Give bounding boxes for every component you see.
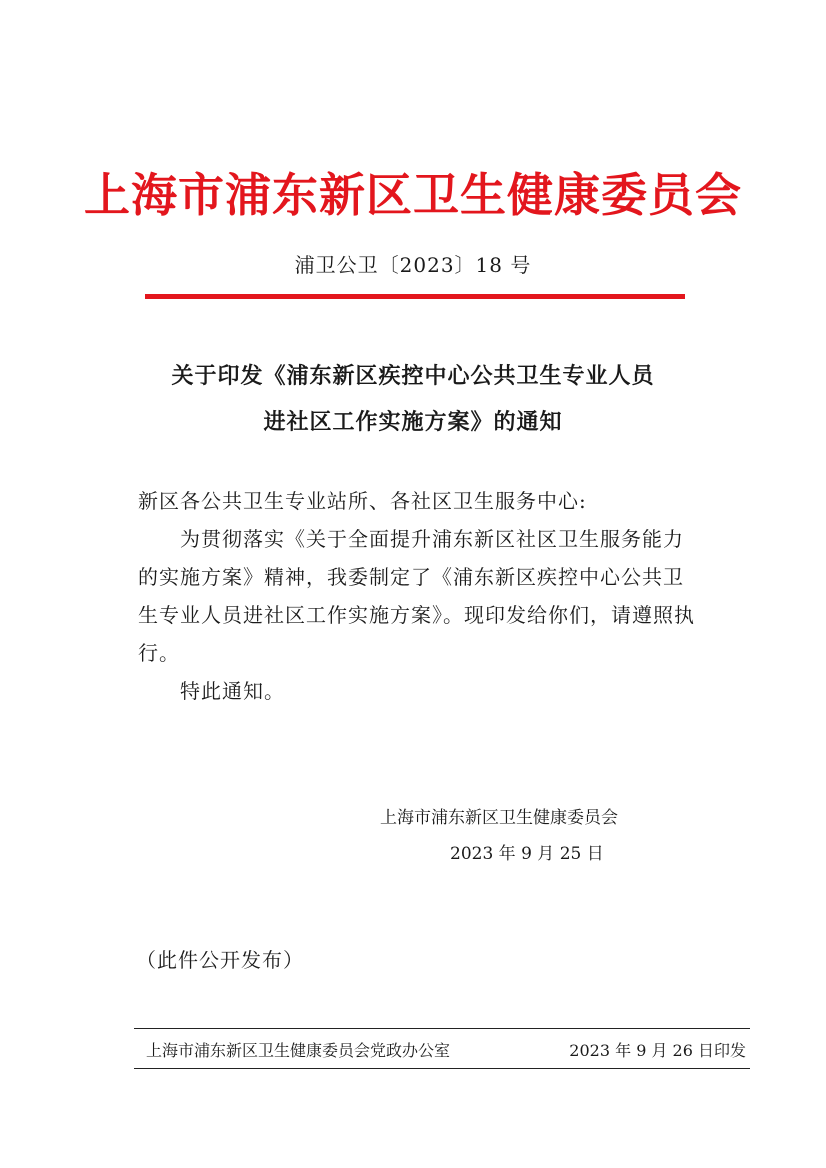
red-divider	[145, 294, 685, 299]
issuer-heading: 上海市浦东新区卫生健康委员会	[84, 168, 742, 222]
signature-organization: 上海市浦东新区卫生健康委员会	[380, 808, 618, 828]
document-body	[138, 482, 698, 710]
salutation: 新区各公共卫生专业站所、各社区卫生服务中心:	[138, 489, 587, 513]
disclosure-note: （此件公开发布）	[136, 948, 304, 972]
footer-divider-top	[134, 1028, 750, 1029]
document-number: 浦卫公卫〔2023〕18 号	[294, 253, 532, 277]
title-line-1: 关于印发《浦东新区疾控中心公共卫生专业人员	[171, 363, 655, 389]
title-line-2: 进社区工作实施方案》的通知	[263, 409, 563, 435]
footer-print-date: 2023 年 9 月 26 日印发	[569, 1041, 746, 1060]
document-title	[0, 353, 826, 445]
closing-line: 特此通知。	[180, 679, 285, 703]
signature-date: 2023 年 9 月 25 日	[450, 844, 604, 864]
signature-block	[380, 800, 670, 872]
footer-divider-bottom	[134, 1068, 750, 1069]
footer-office: 上海市浦东新区卫生健康委员会党政办公室	[146, 1041, 451, 1060]
body-paragraph: 为贯彻落实《关于全面提升浦东新区社区卫生服务能力的实施方案》精神，我委制定了《浦东新区疾控中心公共卫生专业人员进社区工作实施方案》。现印发给你们，请遵照执行。	[138, 527, 695, 665]
